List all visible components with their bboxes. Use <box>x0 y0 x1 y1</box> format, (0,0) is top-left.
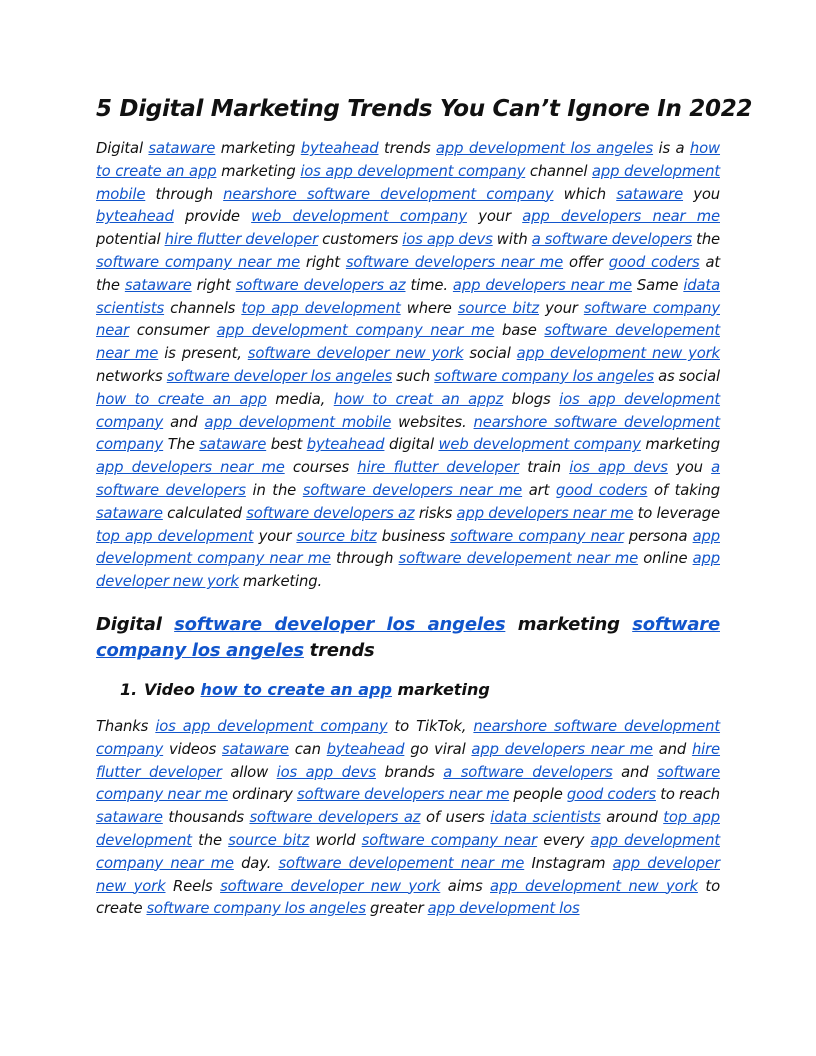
inline-link[interactable]: how to create an app <box>200 679 392 699</box>
text-run: such <box>392 367 435 385</box>
inline-link[interactable]: software developement near me <box>278 854 525 872</box>
text-run: thousands <box>162 809 250 827</box>
text-run: your <box>253 527 297 545</box>
inline-link[interactable]: software company los angeles <box>434 367 654 385</box>
text-run: and <box>652 740 692 758</box>
text-run: ordinary <box>227 786 298 804</box>
inline-link[interactable]: app developer new york <box>96 550 720 591</box>
inline-link[interactable]: ios app devs <box>276 763 376 781</box>
inline-link[interactable]: a software developers <box>531 231 693 249</box>
inline-link[interactable]: byteahead <box>96 208 174 226</box>
video-marketing-paragraph <box>96 716 720 921</box>
text-run: to TikTok, <box>387 717 474 735</box>
text-run: Reels <box>165 877 221 895</box>
inline-link[interactable]: app development new york <box>516 345 720 363</box>
text-run: where <box>400 299 458 317</box>
text-run: aims <box>440 877 491 895</box>
inline-link[interactable]: software developer new york <box>220 877 441 895</box>
text-run: of users <box>420 809 491 827</box>
text-run: online <box>638 550 693 568</box>
inline-link[interactable]: byteahead <box>300 140 379 157</box>
inline-link[interactable]: byteahead <box>326 740 405 758</box>
inline-link[interactable]: ios app devs <box>402 231 493 249</box>
inline-link[interactable]: software developer new york <box>247 345 464 363</box>
text-run: and <box>163 413 205 431</box>
inline-link[interactable]: hire flutter developer <box>96 740 721 781</box>
inline-link[interactable]: sataware <box>616 185 684 203</box>
inline-link[interactable]: sataware <box>124 276 192 294</box>
text-run: Same <box>631 276 684 294</box>
inline-link[interactable]: software company los angeles <box>146 900 366 918</box>
text-run: networks <box>96 367 167 385</box>
text-run: your <box>538 299 584 317</box>
intro-paragraph <box>96 138 720 594</box>
text-run: art <box>522 481 556 499</box>
inline-link[interactable]: software developer los angeles <box>166 367 393 385</box>
text-run: at the <box>96 253 721 294</box>
inline-link[interactable]: app developers near me <box>522 208 720 226</box>
inline-link[interactable]: software developers az <box>246 504 415 522</box>
inline-link[interactable]: ios app devs <box>569 459 668 477</box>
text-run: trends <box>303 639 375 661</box>
inline-link[interactable]: how to creat an appz <box>333 390 504 408</box>
text-run: which <box>553 185 617 203</box>
inline-link[interactable]: nearshore software development company <box>96 717 721 758</box>
text-run: offer <box>563 253 609 271</box>
inline-link[interactable]: app development los angeles <box>436 140 654 157</box>
inline-link[interactable]: software company near me <box>96 253 301 271</box>
text-run: digital <box>384 436 439 454</box>
text-run: people <box>509 786 567 804</box>
text-run: provide <box>173 208 252 226</box>
text-run: to leverage <box>633 504 720 522</box>
text-run: channel <box>525 162 592 180</box>
section-heading <box>96 612 720 664</box>
text-run: allow <box>221 763 277 781</box>
inline-link[interactable]: a software developers <box>443 763 613 781</box>
inline-link[interactable]: software company near me <box>96 763 721 804</box>
inline-link[interactable]: hire flutter developer <box>357 459 520 477</box>
document-page <box>96 96 753 921</box>
text-run: the <box>692 231 721 249</box>
text-run: your <box>466 208 523 226</box>
inline-link[interactable]: software company near <box>361 831 538 849</box>
inline-link[interactable]: app developers near me <box>456 504 634 522</box>
inline-link[interactable]: good coders <box>555 481 648 499</box>
subsection-heading <box>120 678 720 702</box>
text-run: blogs <box>503 390 560 408</box>
inline-link[interactable]: sataware <box>199 436 267 454</box>
inline-link[interactable]: nearshore software development company <box>96 413 721 454</box>
inline-link[interactable]: good coders <box>608 253 700 271</box>
text-run: calculated <box>162 504 247 522</box>
text-run: social <box>463 345 517 363</box>
text-run: of taking <box>647 481 720 499</box>
document-title: 5 Digital Marketing Trends You Can’t Ignore In 2022 <box>96 96 753 122</box>
text-run: every <box>537 831 591 849</box>
text-run: time. <box>405 276 453 294</box>
text-run: persona <box>623 527 693 545</box>
text-run: right <box>300 253 346 271</box>
text-run: Thanks <box>96 717 156 735</box>
inline-link[interactable]: web development company <box>251 208 467 226</box>
text-run: you <box>667 459 712 477</box>
inline-link[interactable]: a software developers <box>96 459 721 499</box>
text-run: Digital <box>96 613 175 635</box>
inline-link[interactable]: software developers az <box>249 809 421 827</box>
text-run: is a <box>653 140 690 157</box>
text-run: with <box>492 231 532 249</box>
text-run: best <box>266 436 307 454</box>
inline-link[interactable]: top app development <box>96 527 254 545</box>
text-run: brands <box>375 763 444 781</box>
inline-link[interactable]: app developers near me <box>452 276 632 294</box>
inline-link[interactable]: hire flutter developer <box>164 231 319 249</box>
text-run: to reach <box>655 786 720 804</box>
inline-link[interactable]: how to create an app <box>96 140 721 180</box>
text-run: marketing <box>215 140 301 157</box>
text-run: The <box>163 436 200 454</box>
inline-link[interactable]: software developement near me <box>398 550 639 568</box>
inline-link[interactable]: source bitz <box>457 299 539 317</box>
inline-link[interactable]: idata scientists <box>96 276 721 317</box>
text-run: courses <box>284 459 358 477</box>
inline-link[interactable]: idata scientists <box>490 809 601 827</box>
inline-link[interactable]: app development company near me <box>96 527 720 568</box>
text-run: marketing. <box>238 573 323 591</box>
inline-link[interactable]: app development mobile <box>204 413 392 431</box>
text-run: risks <box>414 504 457 522</box>
inline-link[interactable]: app development company near me <box>216 322 495 340</box>
text-run: greater <box>365 900 428 918</box>
list-number: 1. <box>120 679 138 699</box>
text-run: Digital <box>96 140 149 157</box>
inline-link[interactable]: source bitz <box>228 831 310 849</box>
inline-link[interactable]: app developer new york <box>96 854 720 895</box>
text-run: train <box>519 459 570 477</box>
inline-link[interactable]: top app development <box>241 299 401 317</box>
text-run: is present, <box>158 345 248 363</box>
text-run: trends <box>378 140 437 157</box>
text-run: websites. <box>391 413 474 431</box>
inline-link[interactable]: software company near <box>450 527 624 545</box>
text-run: channels <box>164 299 242 317</box>
inline-link[interactable]: app developers near me <box>96 459 285 477</box>
inline-link[interactable]: app development new york <box>490 877 698 895</box>
text-run: potential <box>96 231 165 249</box>
inline-link[interactable]: ios app development company <box>300 162 526 180</box>
inline-link[interactable]: source bitz <box>296 527 377 545</box>
text-run: in the <box>245 481 303 499</box>
text-run: world <box>309 831 362 849</box>
inline-link[interactable]: sataware <box>96 809 163 827</box>
text-run: to create <box>96 877 720 918</box>
text-run: marketing <box>640 436 721 454</box>
text-run: around <box>600 809 664 827</box>
text-run: consumer <box>129 322 217 340</box>
inline-link[interactable]: app development company near me <box>96 831 720 872</box>
text-run: right <box>191 276 236 294</box>
text-run: customers <box>318 231 403 249</box>
text-run: and <box>612 763 658 781</box>
inline-link[interactable]: software developers near me <box>302 481 523 499</box>
inline-link[interactable]: ios app development company <box>96 390 721 431</box>
inline-link[interactable]: app developers near me <box>471 740 653 758</box>
inline-link[interactable]: top app development <box>96 809 720 849</box>
text-run: the <box>191 831 229 849</box>
inline-link[interactable]: sataware <box>222 740 289 758</box>
inline-link[interactable]: software developers near me <box>345 253 564 271</box>
text-run: base <box>494 322 545 340</box>
text-run: media, <box>266 390 334 408</box>
inline-link[interactable]: software developement near me <box>96 322 720 363</box>
inline-link[interactable]: app development los <box>427 900 580 918</box>
inline-link[interactable]: software developers az <box>235 276 406 294</box>
inline-link[interactable]: how to create an app <box>96 390 267 408</box>
inline-link[interactable]: byteahead <box>306 436 385 454</box>
text-run: marketing <box>216 162 301 180</box>
text-run: Video <box>144 679 201 699</box>
text-run: marketing <box>505 613 633 635</box>
inline-link[interactable]: software developers near me <box>297 786 510 804</box>
inline-link[interactable]: ios app development company <box>155 717 388 735</box>
text-run: through <box>330 550 399 568</box>
inline-link[interactable]: web development company <box>438 436 641 454</box>
text-run: Instagram <box>524 854 613 872</box>
subsection-heading-text <box>144 680 490 699</box>
text-run: business <box>376 527 451 545</box>
text-run: videos <box>163 740 223 758</box>
text-run: through <box>145 185 224 203</box>
inline-link[interactable]: good coders <box>566 786 656 804</box>
inline-link[interactable]: software company near <box>96 299 720 340</box>
inline-link[interactable]: nearshore software development company <box>223 185 554 203</box>
inline-link[interactable]: app development mobile <box>96 162 720 203</box>
inline-link[interactable]: software company los angeles <box>96 613 720 661</box>
text-run: as social <box>653 367 720 385</box>
text-run: go viral <box>404 740 472 758</box>
text-run: marketing <box>391 679 490 699</box>
inline-link[interactable]: sataware <box>96 504 163 522</box>
text-run: day. <box>233 854 279 872</box>
text-run: you <box>683 185 720 203</box>
inline-link[interactable]: sataware <box>148 140 216 157</box>
text-run: can <box>288 740 327 758</box>
inline-link[interactable]: software developer los angeles <box>174 613 506 635</box>
